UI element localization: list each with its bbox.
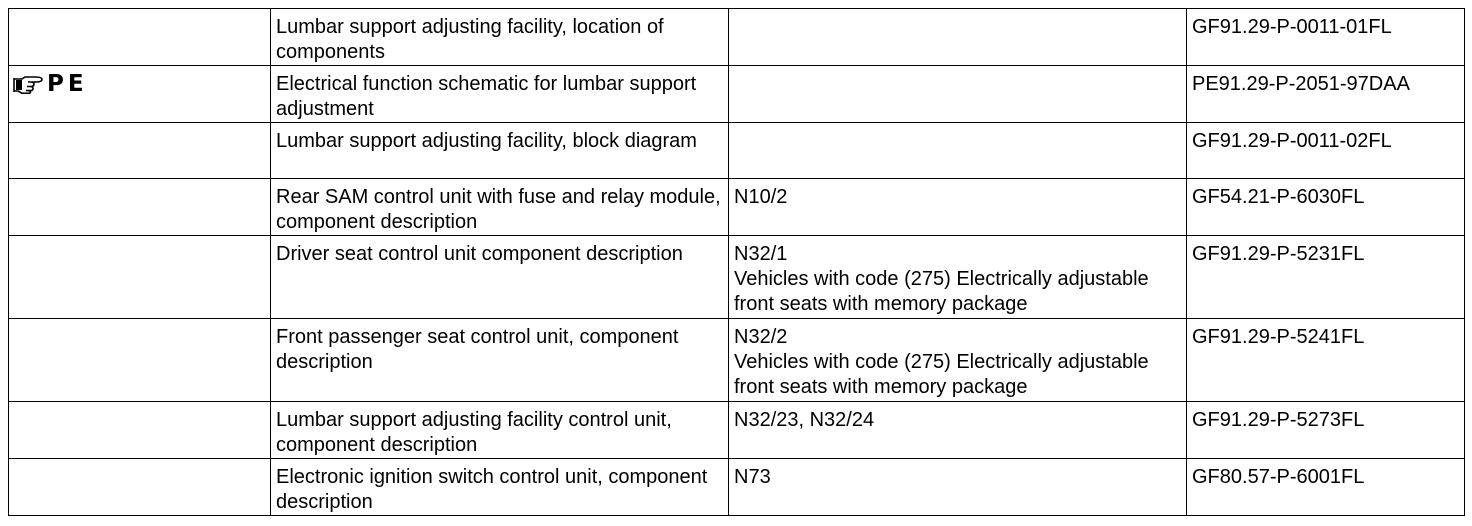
document-number-cell[interactable]: GF91.29-P-5231FL	[1187, 236, 1465, 319]
description-cell: Electronic ignition switch control unit, component description	[271, 459, 729, 516]
document-number-cell[interactable]: GF91.29-P-0011-01FL	[1187, 9, 1465, 66]
marker-cell	[9, 319, 271, 402]
component-cell: N73	[729, 459, 1187, 516]
description-cell: Lumbar support adjusting facility, location of components	[271, 9, 729, 66]
marker-cell	[9, 66, 271, 123]
document-number-cell[interactable]: GF91.29-P-5273FL	[1187, 402, 1465, 459]
marker-cell	[9, 236, 271, 319]
table-row	[9, 402, 1465, 459]
component-cell: N10/2	[729, 179, 1187, 236]
component-cell	[729, 123, 1187, 179]
description-cell: Driver seat control unit component description	[271, 236, 729, 319]
marker-cell	[9, 123, 271, 179]
pe-marker-label: PE	[47, 71, 88, 97]
table-row	[9, 66, 1465, 123]
description-cell: Electrical function schematic for lumbar support adjustment	[271, 66, 729, 123]
marker-cell	[9, 402, 271, 459]
component-cell	[729, 319, 1187, 402]
component-cell: N32/23, N32/24	[729, 402, 1187, 459]
pe-marker	[13, 72, 88, 97]
component-cell	[729, 66, 1187, 123]
component-cell	[729, 236, 1187, 319]
pointing-hand-icon	[13, 76, 43, 94]
document-number-cell[interactable]: GF91.29-P-5241FL	[1187, 319, 1465, 402]
table-row	[9, 123, 1465, 179]
table-row	[9, 319, 1465, 402]
table-row	[9, 459, 1465, 516]
marker-cell	[9, 459, 271, 516]
component-note: Vehicles with code (275) Electrically adjustable front seats with memory package	[734, 351, 1149, 398]
table-row	[9, 179, 1465, 236]
marker-cell	[9, 9, 271, 66]
description-cell: Lumbar support adjusting facility, block diagram	[271, 123, 729, 179]
component-code: N32/2	[734, 326, 788, 348]
component-note: Vehicles with code (275) Electrically adjustable front seats with memory package	[734, 268, 1149, 315]
document-number-cell[interactable]: GF80.57-P-6001FL	[1187, 459, 1465, 516]
document-number-cell[interactable]: PE91.29-P-2051-97DAA	[1187, 66, 1465, 123]
description-cell: Lumbar support adjusting facility control unit, component description	[271, 402, 729, 459]
document-number-cell[interactable]: GF91.29-P-0011-02FL	[1187, 123, 1465, 179]
description-cell: Front passenger seat control unit, component description	[271, 319, 729, 402]
component-code: N32/1	[734, 243, 788, 265]
component-cell	[729, 9, 1187, 66]
table-row	[9, 236, 1465, 319]
description-cell: Rear SAM control unit with fuse and relay module, component description	[271, 179, 729, 236]
reference-table	[8, 8, 1465, 516]
table-row	[9, 9, 1465, 66]
marker-cell	[9, 179, 271, 236]
document-number-cell[interactable]: GF54.21-P-6030FL	[1187, 179, 1465, 236]
